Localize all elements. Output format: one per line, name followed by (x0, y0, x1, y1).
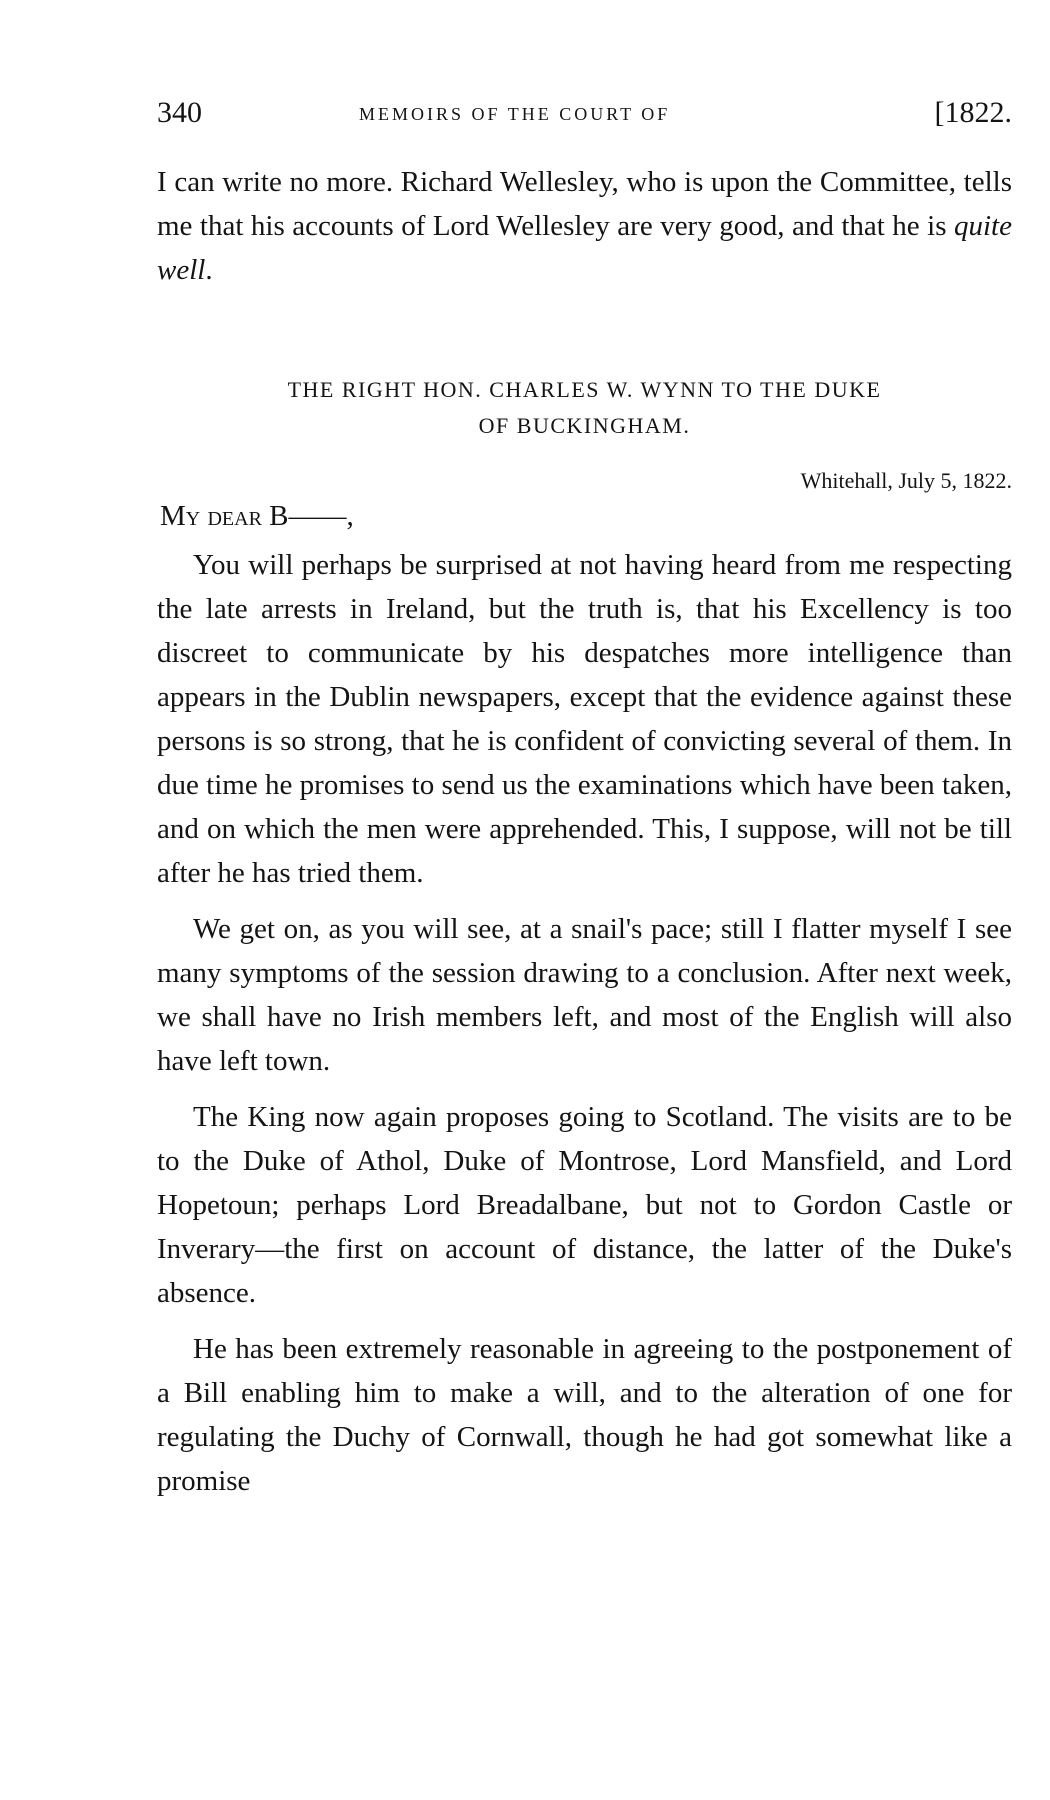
opening-paragraph (157, 160, 1012, 292)
letter-heading-line-1: THE RIGHT HON. CHARLES W. WYNN TO THE DUKE (287, 377, 882, 402)
running-head (157, 96, 1012, 136)
opening-text: I can write no more. Richard Wellesley, who is upon the Committee, tells me that his accounts of Lord Wellesley are very good, and that he is (157, 166, 1012, 242)
running-year: [1822. (934, 96, 1012, 129)
letter-salutation: My dear B——, (160, 500, 354, 532)
letter-paragraph: We get on, as you will see, at a snail's pace; still I flatter myself I see many symptoms of the session drawing to a conclusion. After next week, we shall have no Irish members left, and most of the English will also have left town. (157, 913, 1012, 1077)
letter-paragraph: You will perhaps be surprised at not having heard from me respecting the late arrests in Ireland, but the truth is, that his Excellency is too discreet to communicate by his despatches more intelligence than appears in the Dublin newspapers, except that the evidence against these persons is so strong, that he is confident of convicting several of them. In due time he promises to send us the examinations which have been taken, and on which the men were apprehended. This, I suppose, will not be till after he has tried them. (157, 549, 1012, 889)
letter-heading-line-2: OF BUCKINGHAM. (478, 413, 691, 438)
letter-place-date: Whitehall, July 5, 1822. (800, 468, 1012, 493)
letter-body (157, 543, 1012, 1503)
opening-close: . (205, 254, 213, 286)
letter-paragraph: He has been extremely reasonable in agreeing to the postponement of a Bill enabling him to make a will, and to the alteration of one for regulating the Duchy of Cornwall, though he had got somewhat like a promise (157, 1333, 1012, 1497)
letter-paragraph: The King now again proposes going to Scotland. The visits are to be to the Duke of Athol, Duke of Montrose, Lord Mansfield, and Lord Hopetoun; perhaps Lord Breadalbane, but not to Gordon Castle or Inverary—the first on account of distance, the latter of the Duke's absence. (157, 1101, 1012, 1309)
running-title: MEMOIRS OF THE COURT OF (359, 104, 671, 124)
opening-emphasis: quite well (157, 210, 1012, 286)
page-number: 340 (157, 96, 202, 129)
letter-heading (157, 372, 1012, 444)
